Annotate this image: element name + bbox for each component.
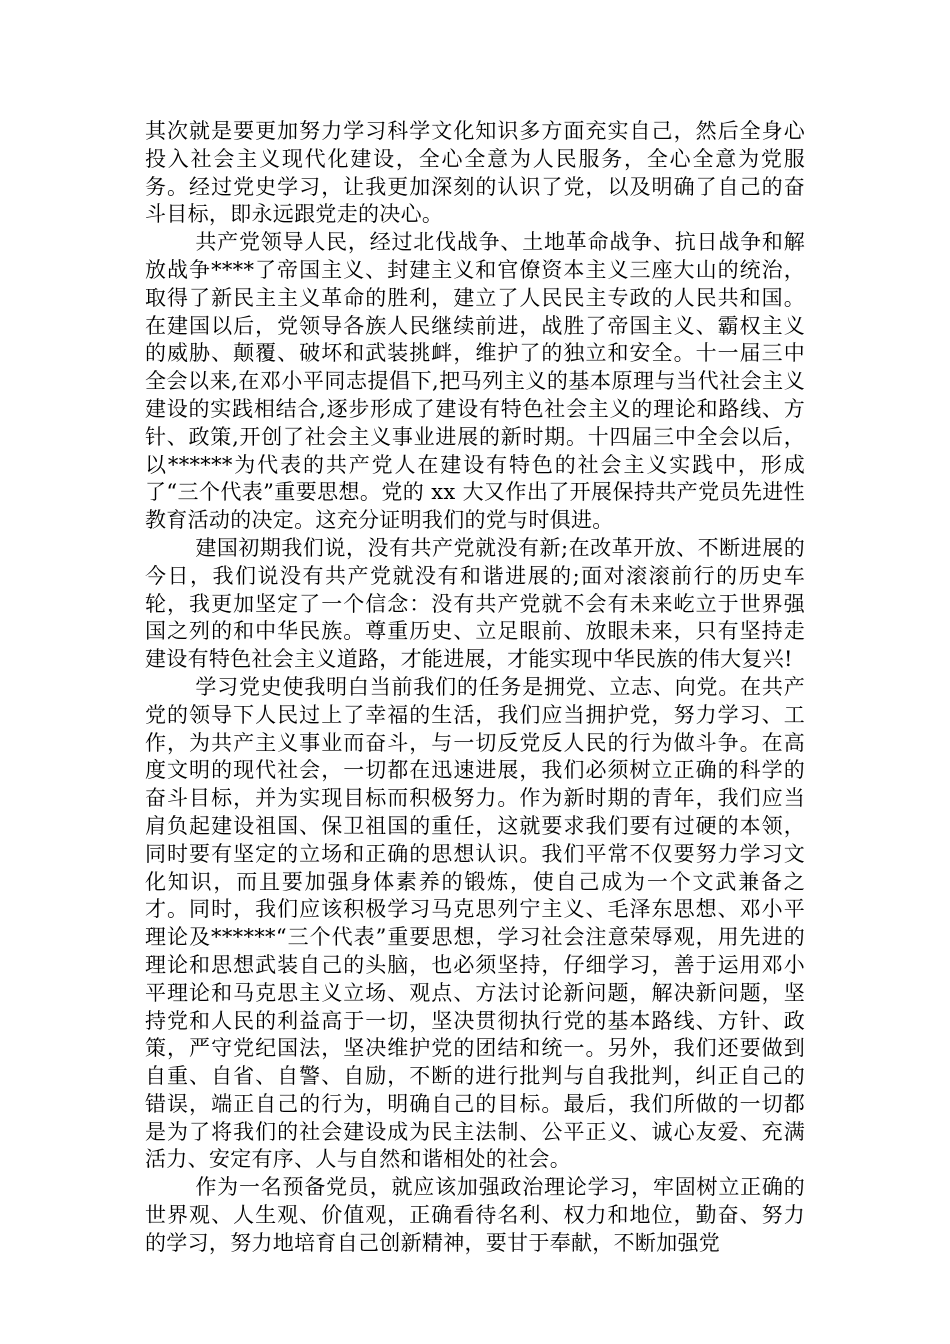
paragraph-continuation: 其次就是要更加努力学习科学文化知识多方面充实自己，然后全身心投入社会主义现代化建设，全心全意为人民服务，全心全意为党服务。经过党史学习，让我更加深刻的认识了党，以及明确了自己的奋斗目标，即永远跟党走的决心。 xyxy=(145,119,805,227)
paragraph-founding: 建国初期我们说，没有共产党就没有新;在改革开放、不断进展的今日，我们说没有共产党就没有和谐进展的;面对滚滚前行的历史车轮，我更加坚定了一个信念：没有共产党就不会有未来屹立于世界强国之列的和中华民族。尊重历史、立足眼前、放眼未来，只有坚持走建设有特色社会主义道路，才能进展，才能实现中华民族的伟大复兴! xyxy=(145,535,805,672)
paragraph-party-history: 共产党领导人民，经过北伐战争、土地革命战争、抗日战争和解放战争****了帝国主义、封建主义和官僚资本主义三座大山的统治，取得了新民主主义革命的胜利，建立了人民民主专政的人民共和国。在建国以后，党领导各族人民继续前进，战胜了帝国主义、霸权主义的威胁、颠覆、破坏和武装挑衅，维护了的独立和安全。十一届三中全会以来,在邓小平同志提倡下,把马列主义的基本原理与当代社会主义建设的实践相结合,逐步形成了建设有特色社会主义的理论和路线、方针、政策,开创了社会主义事业进展的新时期。十四届三中全会以后，以******为代表的共产党人在建设有特色的社会主义实践中，形成了“三个代表”重要思想。党的 xx 大又作出了开展保持共产党员先进性教育活动的决定。这充分证明我们的党与时俱进。 xyxy=(145,230,805,533)
body-text xyxy=(145,118,805,1258)
paragraph-study-tasks: 学习党史使我明白当前我们的任务是拥党、立志、向党。在共产党的领导下人民过上了幸福的生活，我们应当拥护党，努力学习、工作，为共产主义事业而奋斗，与一切反党反人民的行为做斗争。在高度文明的现代社会，一切都在迅速进展，我们必须树立正确的科学的奋斗目标，并为实现目标而积极努力。作为新时期的青年，我们应当肩负起建设祖国、保卫祖国的重任，这就要求我们要有过硬的本领，同时要有坚定的立场和正确的思想认识。我们平常不仅要努力学习文化知识，而且要加强身体素养的锻炼，使自己成为一个文武兼备之才。同时，我们应该积极学习马克思列宁主义、毛泽东思想、邓小平理论及******“三个代表”重要思想，学习社会注意荣辱观，用先进的理论和思想武装自己的头脑，也必须坚持，仔细学习，善于运用邓小平理论和马克思主义立场、观点、方法讨论新问题，解决新问题，坚持党和人民的利益高于一切，坚决贯彻执行党的基本路线、方针、政策，严守党纪国法，坚决维护党的团结和统一。另外，我们还要做到自重、自省、自警、自励，不断的进行批判与自我批判，纠正自己的错误，端正自己的行为，明确自己的目标。最后，我们所做的一切都是为了将我们的社会建设成为民主法制、公平正义、诚心友爱、充满活力、安定有序、人与自然和谐相处的社会。 xyxy=(145,674,805,1172)
paragraph-probationary-member: 作为一名预备党员，就应该加强政治理论学习，牢固树立正确的世界观、人生观、价值观，正确看待名利、权力和地位，勤奋、努力的学习，努力地培育自己创新精神，要甘于奉献，不断加强党 xyxy=(145,1175,805,1255)
